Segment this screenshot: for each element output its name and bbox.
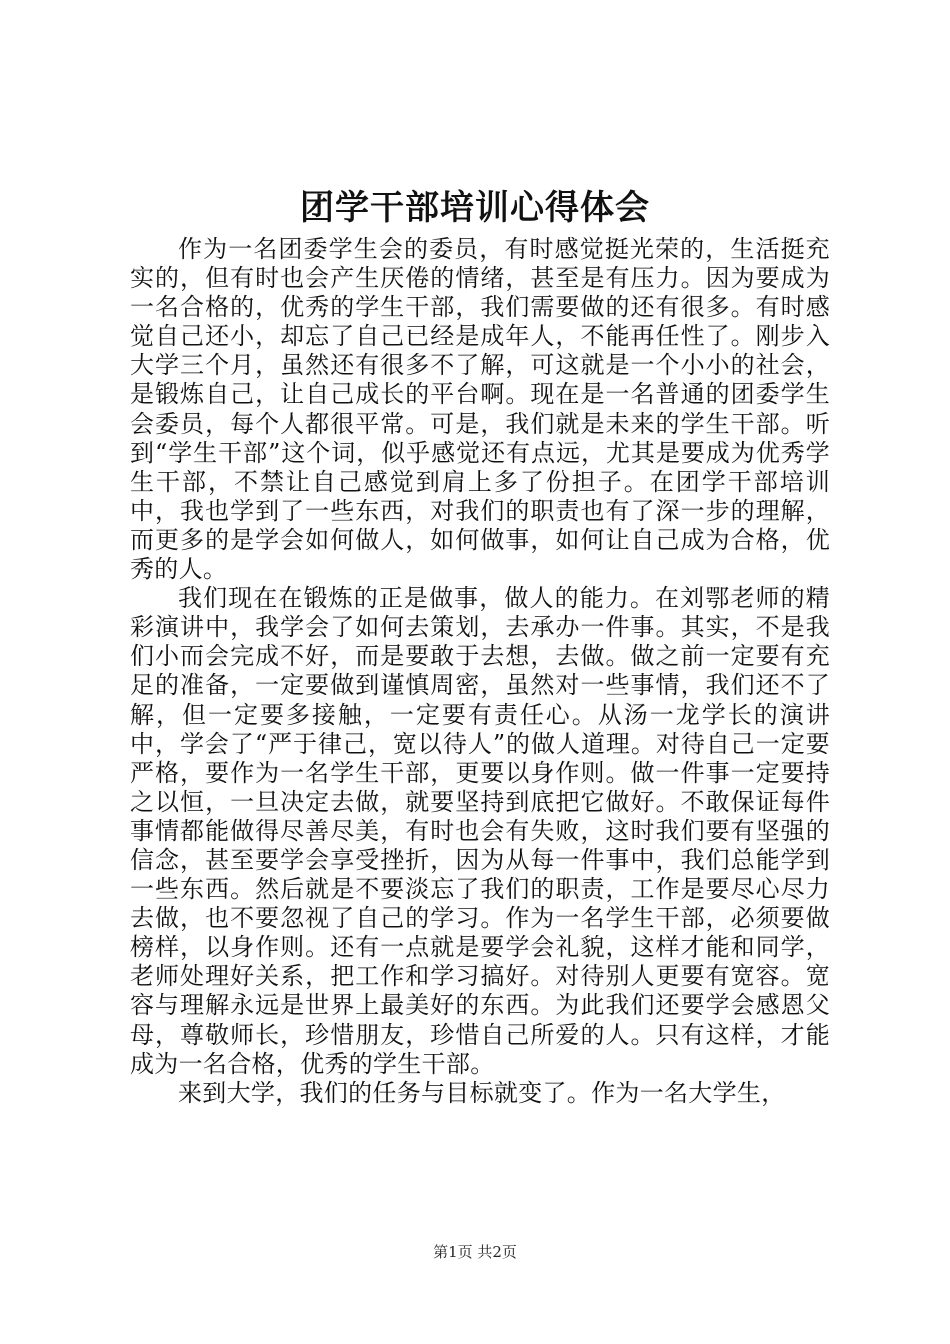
page-footer: 第1页 共2页 (433, 1243, 517, 1261)
document-title: 团学干部培训心得体会 (300, 188, 650, 228)
paragraph-1: 作为一名团委学生会的委员，有时感觉挺光荣的，生活挺充实的，但有时也会产生厌倦的情绪，甚至是有压力。因为要成为一名合格的，优秀的学生干部，我们需要做的还有很多。有时感觉自己还小，却忘了自己已经是成年人，不能再任性了。刚步入大学三个月，虽然还有很多不了解，可这就是一个小小的社会，是锻炼自己，让自己成长的平台啊。现在是一名普通的团委学生会委员，每个人都很平常。可是，我们就是未来的学生干部。听到“学生干部”这个词，似乎感觉还有点远，尤其是要成为优秀学生干部，不禁让自己感觉到肩上多了份担子。在团学干部培训中，我也学到了一些东西，对我们的职责也有了深一步的理解，而更多的是学会如何做人，如何做事，如何让自己成为合格，优秀的人。 (130, 235, 830, 584)
paragraph-3: 来到大学，我们的任务与目标就变了。作为一名大学生， (178, 1078, 786, 1107)
document-body (130, 235, 830, 1108)
paragraph-2: 我们现在在锻炼的正是做事，做人的能力。在刘鄂老师的精彩演讲中，我学会了如何去策划，去承办一件事。其实，不是我们小而会完成不好，而是要敢于去想，去做。做之前一定要有充足的准备，一定要做到谨慎周密，虽然对一些事情，我们还不了解，但一定要多接触，一定要有责任心。从汤一龙学长的演讲中，学会了“严于律己，宽以待人”的做人道理。对待自己一定要严格，要作为一名学生干部，更要以身作则。做一件事一定要持之以恒，一旦决定去做，就要坚持到底把它做好。不敢保证每件事情都能做得尽善尽美，有时也会有失败，这时我们要有坚强的信念，甚至要学会享受挫折，因为从每一件事中，我们总能学到一些东西。然后就是不要淡忘了我们的职责，工作是要尽心尽力去做，也不要忽视了自己的学习。作为一名学生干部，必须要做榜样，以身作则。还有一点就是要学会礼貌，这样才能和同学，老师处理好关系，把工作和学习搞好。对待别人更要有宽容。宽容与理解永远是世界上最美好的东西。为此我们还要学会感恩父母，尊敬师长，珍惜朋友，珍惜自己所爱的人。只有这样，才能成为一名合格，优秀的学生干部。 (130, 584, 830, 1078)
